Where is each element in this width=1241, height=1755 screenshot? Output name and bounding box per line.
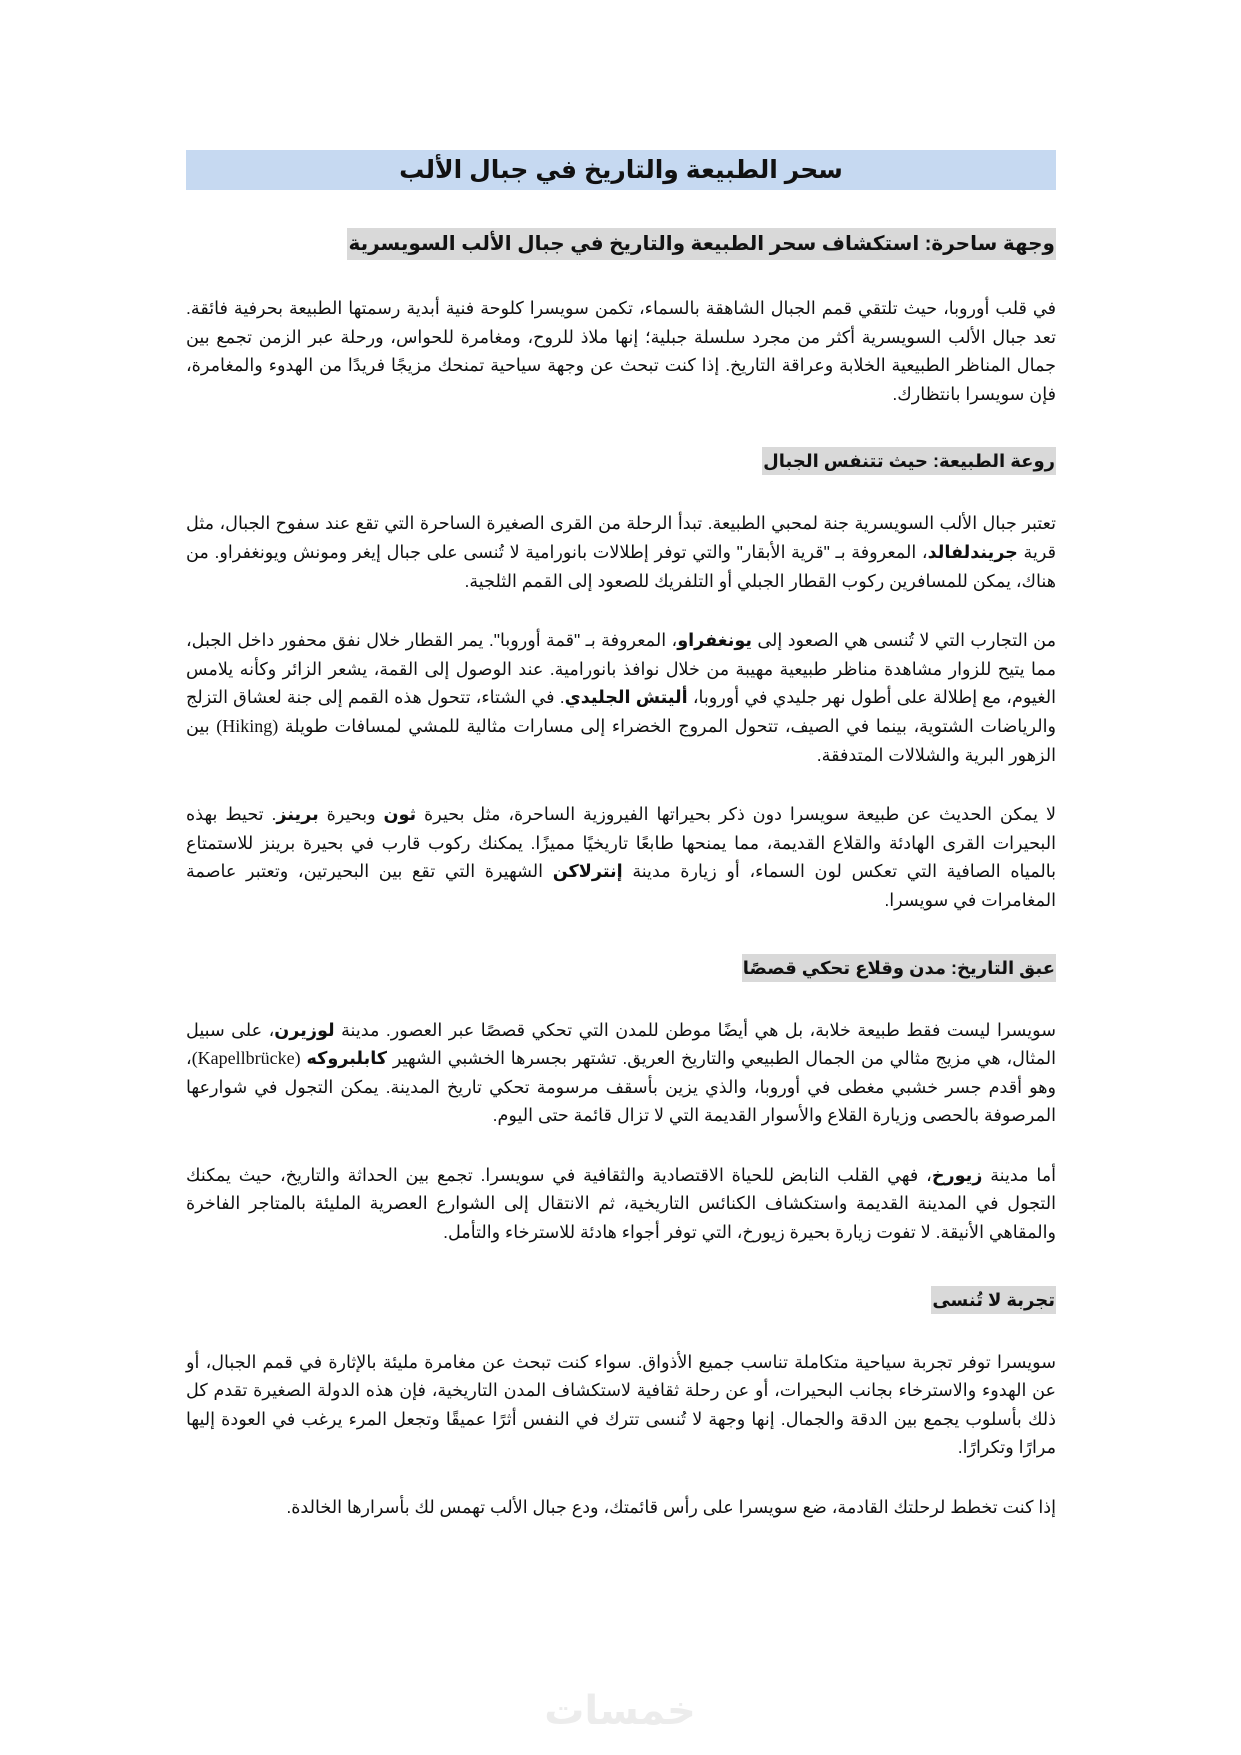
bold-place-name: ثون <box>383 804 417 825</box>
document-title: سحر الطبيعة والتاريخ في جبال الألب <box>399 156 843 184</box>
closing-paragraph: إذا كنت تخطط لرحلتك القادمة، ضع سويسرا على رأس قائمتك، ودع جبال الألب تهمس لك بأسرارها الخالدة. <box>286 1497 1056 1518</box>
bold-place-name: برينز <box>276 804 319 825</box>
text-run: ، وهو أقدم جسر خشبي مغطى في أوروبا، والذي يزين بأسقف مرسومة تحكي تاريخ المدينة. يمكن التجول في شوارعها المرصوفة بالحصى وزيارة القلاع والأسوار القديمة التي لا تزال قائمة حتى اليوم. <box>186 1048 1056 1126</box>
text-run: من التجارب التي لا تُنسى هي الصعود إلى <box>751 630 1056 651</box>
section-heading-nature: روعة الطبيعة: حيث تتنفس الجبال <box>762 447 1056 475</box>
document-page <box>186 150 1056 1553</box>
document-subtitle: وجهة ساحرة: استكشاف سحر الطبيعة والتاريخ في جبال الألب السويسرية <box>347 228 1056 260</box>
experience-paragraph-1: سويسرا توفر تجربة سياحية متكاملة تناسب جميع الأذواق. سواء كنت تبحث عن مغامرة مليئة بالإثارة في قمم الجبال، أو عن الهدوء والاسترخاء بجانب البحيرات، أو عن رحلة ثقافية لاستكشاف المدن التاريخية، فإن هذه الدولة الصغيرة تقدم كل ذلك بأسلوب يجمع بين الدقة والجمال. إنها وجهة لا تُنسى تترك في النفس أثرًا عميقًا وتجعل المرء يرغب في العودة إليها مرارًا وتكرارًا. <box>186 1351 1056 1458</box>
nature-paragraph-1 <box>186 509 1056 595</box>
bold-place-name: إنترلاكن <box>552 861 623 882</box>
latin-term: (Kapellbrücke) <box>191 1048 301 1069</box>
nature-paragraph-3 <box>186 800 1056 914</box>
bold-place-name: زيورخ <box>931 1164 983 1185</box>
title-banner <box>186 150 1056 190</box>
text-run: لا يمكن الحديث عن طبيعة سويسرا دون ذكر بحيراتها الفيروزية الساحرة، مثل بحيرة <box>416 804 1056 825</box>
history-paragraph-2 <box>186 1161 1056 1247</box>
text-run: بين الزهور البرية والشلالات المتدفقة. <box>186 715 1056 765</box>
bold-place-name: يونغفراو <box>677 630 752 651</box>
text-run: ، المعروفة بـ "قمة أوروبا". يمر القطار خلال نفق محفور داخل الجبل، مما يتيح للزوار مشاهدة مناظر طبيعية مهيبة من خلال نوافذ بانورامية. عند الوصول إلى القمة، يشعر الزائر وكأنه يلامس الغيوم، مع إطلالة على أطول نهر جليدي في أوروبا، <box>186 630 1056 708</box>
nature-paragraph-2 <box>186 626 1056 769</box>
section-heading-history: عبق التاريخ: مدن وقلاع تحكي قصصًا <box>742 954 1056 982</box>
intro-paragraph: في قلب أوروبا، حيث تلتقي قمم الجبال الشاهقة بالسماء، تكمن سويسرا كلوحة فنية أبدية رسمتها الطبيعة بحرفية فائقة. تعد جبال الألب السويسرية أكثر من مجرد سلسلة جبلية؛ إنها ملاذ للروح، ومغامرة للحواس، ورحلة عبر الزمن تجمع بين جمال المناظر الطبيعية الخلابة وعراقة التاريخ. إذا كنت تبحث عن وجهة سياحية تمنحك مزيجًا فريدًا من الهدوء والمغامرة، فإن سويسرا بانتظارك. <box>186 298 1056 404</box>
bold-place-name: جريندلفالد <box>927 541 1018 562</box>
text-run: الشهيرة التي تقع بين البحيرتين، وتعتبر عاصمة المغامرات في سويسرا. <box>186 861 1056 910</box>
text-run: ، المعروفة بـ "قرية الأبقار" والتي توفر إطلالات بانورامية لا تُنسى على جبال إيغر ومونش ويونغفراو. من هناك، يمكن للمسافرين ركوب القطار الجبلي أو التلفريك للصعود إلى القمم الثلجية. <box>186 541 1056 591</box>
text-run: . تحيط بهذه البحيرات القرى الهادئة والقلاع القديمة، مما يمنحها طابعًا تاريخيًا مميزًا. يمكنك ركوب قارب في بحيرة برينز للاستمتاع بالمياه الصافية التي تعكس لون السماء، أو زيارة مدينة <box>186 804 1056 882</box>
text-run: وبحيرة <box>318 804 384 825</box>
bold-place-name: لوزيرن <box>274 1019 335 1040</box>
bold-place-name: أليتش الجليدي <box>564 687 688 708</box>
latin-term: (Hiking) <box>216 715 279 736</box>
text-run: تعتبر جبال الألب السويسرية جنة لمحبي الطبيعة. تبدأ الرحلة من القرى الصغيرة الساحرة التي تقع عند سفوح الجبال، مثل قرية <box>186 513 1056 562</box>
bold-place-name: كابلبروكه <box>306 1048 388 1069</box>
text-run: سويسرا ليست فقط طبيعة خلابة، بل هي أيضًا موطن للمدن التي تحكي قصصًا عبر العصور. مدينة <box>334 1019 1056 1040</box>
khamsat-watermark: خمسات <box>544 1688 696 1734</box>
section-heading-experience: تجربة لا تُنسى <box>931 1286 1056 1314</box>
text-run: أما مدينة <box>982 1164 1057 1185</box>
history-paragraph-1 <box>186 1016 1056 1130</box>
text-run: ، على سبيل المثال، هي مزيج مثالي من الجمال الطبيعي والتاريخ العريق. تشتهر بجسرها الخشبي الشهير <box>186 1019 1056 1069</box>
text-run: . في الشتاء، تتحول هذه القمم إلى جنة لعشاق التزلج والرياضات الشتوية، بينما في الصيف، تتحول المروج الخضراء إلى مسارات مثالية للمشي لمسافات طويلة <box>186 687 1056 736</box>
text-run: ، فهي القلب النابض للحياة الاقتصادية والثقافية في سويسرا. تجمع بين الحداثة والتاريخ، حيث يمكنك التجول في المدينة القديمة واستكشاف الكنائس التاريخية، ثم الانتقال إلى الشوارع العصرية المليئة بالمتاجر الفاخرة والمقاهي الأنيقة. لا تفوت زيارة بحيرة زيورخ، التي توفر أجواء هادئة للاسترخاء والتأمل. <box>186 1164 1056 1243</box>
